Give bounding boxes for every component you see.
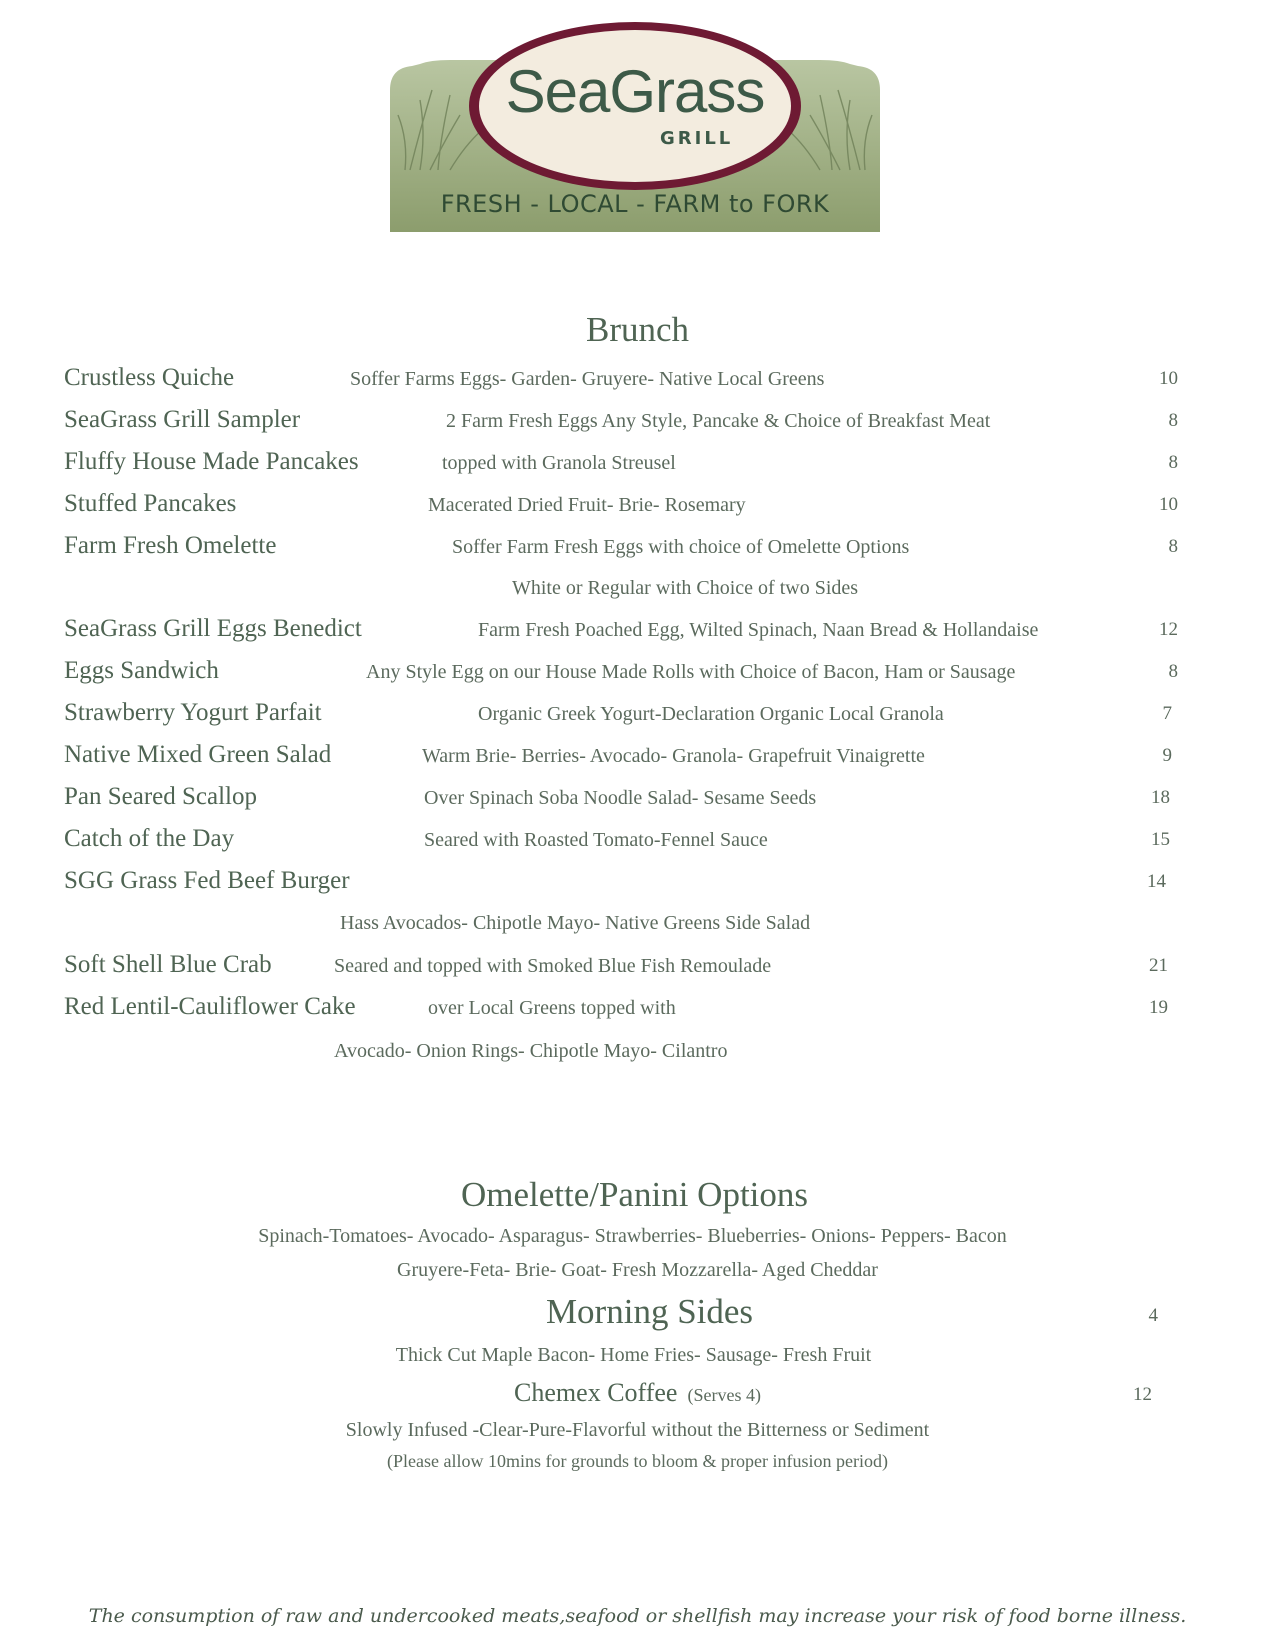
menu-item xyxy=(0,615,1275,655)
restaurant-logo xyxy=(390,20,880,232)
item-price: 9 xyxy=(1162,745,1172,766)
brunch-title: Brunch xyxy=(585,310,690,349)
menu-item xyxy=(0,532,1275,572)
item-price: 15 xyxy=(1151,829,1170,850)
item-name: Farm Fresh Omelette xyxy=(64,532,277,559)
item-description: Any Style Egg on our House Made Rolls with Choice of Bacon, Ham or Sausage xyxy=(366,661,1016,683)
item-name: Red Lentil-Cauliflower Cake xyxy=(64,993,356,1020)
item-price: 14 xyxy=(1147,871,1166,892)
menu-item xyxy=(0,657,1275,697)
morning-sides-price: 4 xyxy=(1148,1305,1158,1326)
item-description: Soffer Farms Eggs- Garden- Gruyere- Native Local Greens xyxy=(350,368,825,390)
item-price: 7 xyxy=(1162,703,1172,724)
item-description: Macerated Dried Fruit- Brie- Rosemary xyxy=(428,494,746,516)
item-name: Fluffy House Made Pancakes xyxy=(64,448,359,475)
item-name: Strawberry Yogurt Parfait xyxy=(64,699,322,726)
logo-wordmark: SeaGrass xyxy=(505,58,765,125)
item-name: Soft Shell Blue Crab xyxy=(64,951,272,978)
item-description: Farm Fresh Poached Egg, Wilted Spinach, Naan Bread & Hollandaise xyxy=(478,619,1039,641)
item-name: Catch of the Day xyxy=(64,825,235,852)
item-description: Seared with Roasted Tomato-Fennel Sauce xyxy=(424,829,768,851)
item-name: SeaGrass Grill Sampler xyxy=(64,406,301,433)
chemex-coffee-price: 12 xyxy=(1133,1384,1152,1405)
morning-sides-list: Thick Cut Maple Bacon- Home Fries- Sausage- Fresh Fruit xyxy=(395,1344,872,1366)
morning-sides-title: Morning Sides xyxy=(545,1292,754,1331)
item-description: Soffer Farm Fresh Eggs with choice of Omelette Options xyxy=(452,536,910,558)
menu-item xyxy=(0,993,1275,1033)
item-price: 18 xyxy=(1151,787,1170,808)
menu-item xyxy=(0,448,1275,488)
omelette-fillings: Spinach-Tomatoes- Avocado- Asparagus- Strawberries- Blueberries- Onions- Peppers- Bacon xyxy=(258,1225,1007,1247)
item-price: 8 xyxy=(1168,536,1178,557)
menu-item xyxy=(0,867,1275,907)
omelette-cheeses: Gruyere-Feta- Brie- Goat- Fresh Mozzarella- Aged Cheddar xyxy=(397,1259,878,1281)
item-description: 2 Farm Fresh Eggs Any Style, Pancake & Choice of Breakfast Meat xyxy=(446,410,991,432)
food-safety-disclaimer: The consumption of raw and undercooked meats,seafood or shellfish may increase your risk of food borne illness. xyxy=(88,1605,1187,1627)
chemex-coffee-serves: (Serves 4) xyxy=(687,1385,761,1405)
item-description: over Local Greens topped with xyxy=(428,997,676,1019)
item-description: Hass Avocados- Chipotle Mayo- Native Greens Side Salad xyxy=(340,912,811,934)
item-description: Over Spinach Soba Noodle Salad- Sesame Seeds xyxy=(424,787,817,809)
item-price: 21 xyxy=(1149,955,1168,976)
logo-subtitle: GRILL xyxy=(660,128,734,149)
item-description: topped with Granola Streusel xyxy=(442,452,676,474)
item-name: Eggs Sandwich xyxy=(64,657,219,684)
chemex-coffee-description: Slowly Infused -Clear-Pure-Flavorful without the Bitterness or Sediment xyxy=(345,1419,930,1441)
item-name: Pan Seared Scallop xyxy=(64,783,258,810)
item-description: Organic Greek Yogurt-Declaration Organic Local Granola xyxy=(478,703,944,725)
chemex-coffee-heading xyxy=(0,1378,1275,1408)
item-name: Crustless Quiche xyxy=(64,364,235,391)
item-price: 8 xyxy=(1168,661,1178,682)
menu-item xyxy=(0,783,1275,823)
item-description-continued: White or Regular with Choice of two Sides xyxy=(512,577,859,599)
menu-item xyxy=(0,364,1275,404)
item-name: Stuffed Pancakes xyxy=(64,490,237,517)
item-description: Seared and topped with Smoked Blue Fish Remoulade xyxy=(334,955,772,977)
menu-item xyxy=(0,741,1275,781)
item-price: 19 xyxy=(1149,997,1168,1018)
logo-tagline: FRESH - LOCAL - FARM to FORK xyxy=(440,190,830,218)
item-price: 8 xyxy=(1168,410,1178,431)
item-name: Native Mixed Green Salad xyxy=(64,741,332,768)
menu-item xyxy=(0,490,1275,530)
menu-item xyxy=(0,699,1275,739)
item-price: 8 xyxy=(1168,452,1178,473)
item-name: SGG Grass Fed Beef Burger xyxy=(64,867,350,894)
item-price: 10 xyxy=(1159,368,1178,389)
chemex-coffee-title: Chemex Coffee xyxy=(514,1378,678,1407)
menu-item xyxy=(0,825,1275,865)
item-description-continued: Avocado- Onion Rings- Chipotle Mayo- Cilantro xyxy=(334,1040,728,1062)
menu-item xyxy=(0,951,1275,991)
menu-item xyxy=(0,406,1275,446)
omelette-options-title: Omelette/Panini Options xyxy=(460,1175,809,1214)
item-name: SeaGrass Grill Eggs Benedict xyxy=(64,615,362,642)
item-description: Warm Brie- Berries- Avocado- Granola- Grapefruit Vinaigrette xyxy=(422,745,925,767)
item-price: 10 xyxy=(1159,494,1178,515)
item-price: 12 xyxy=(1159,619,1178,640)
chemex-coffee-note: (Please allow 10mins for grounds to bloom & proper infusion period) xyxy=(387,1451,888,1471)
